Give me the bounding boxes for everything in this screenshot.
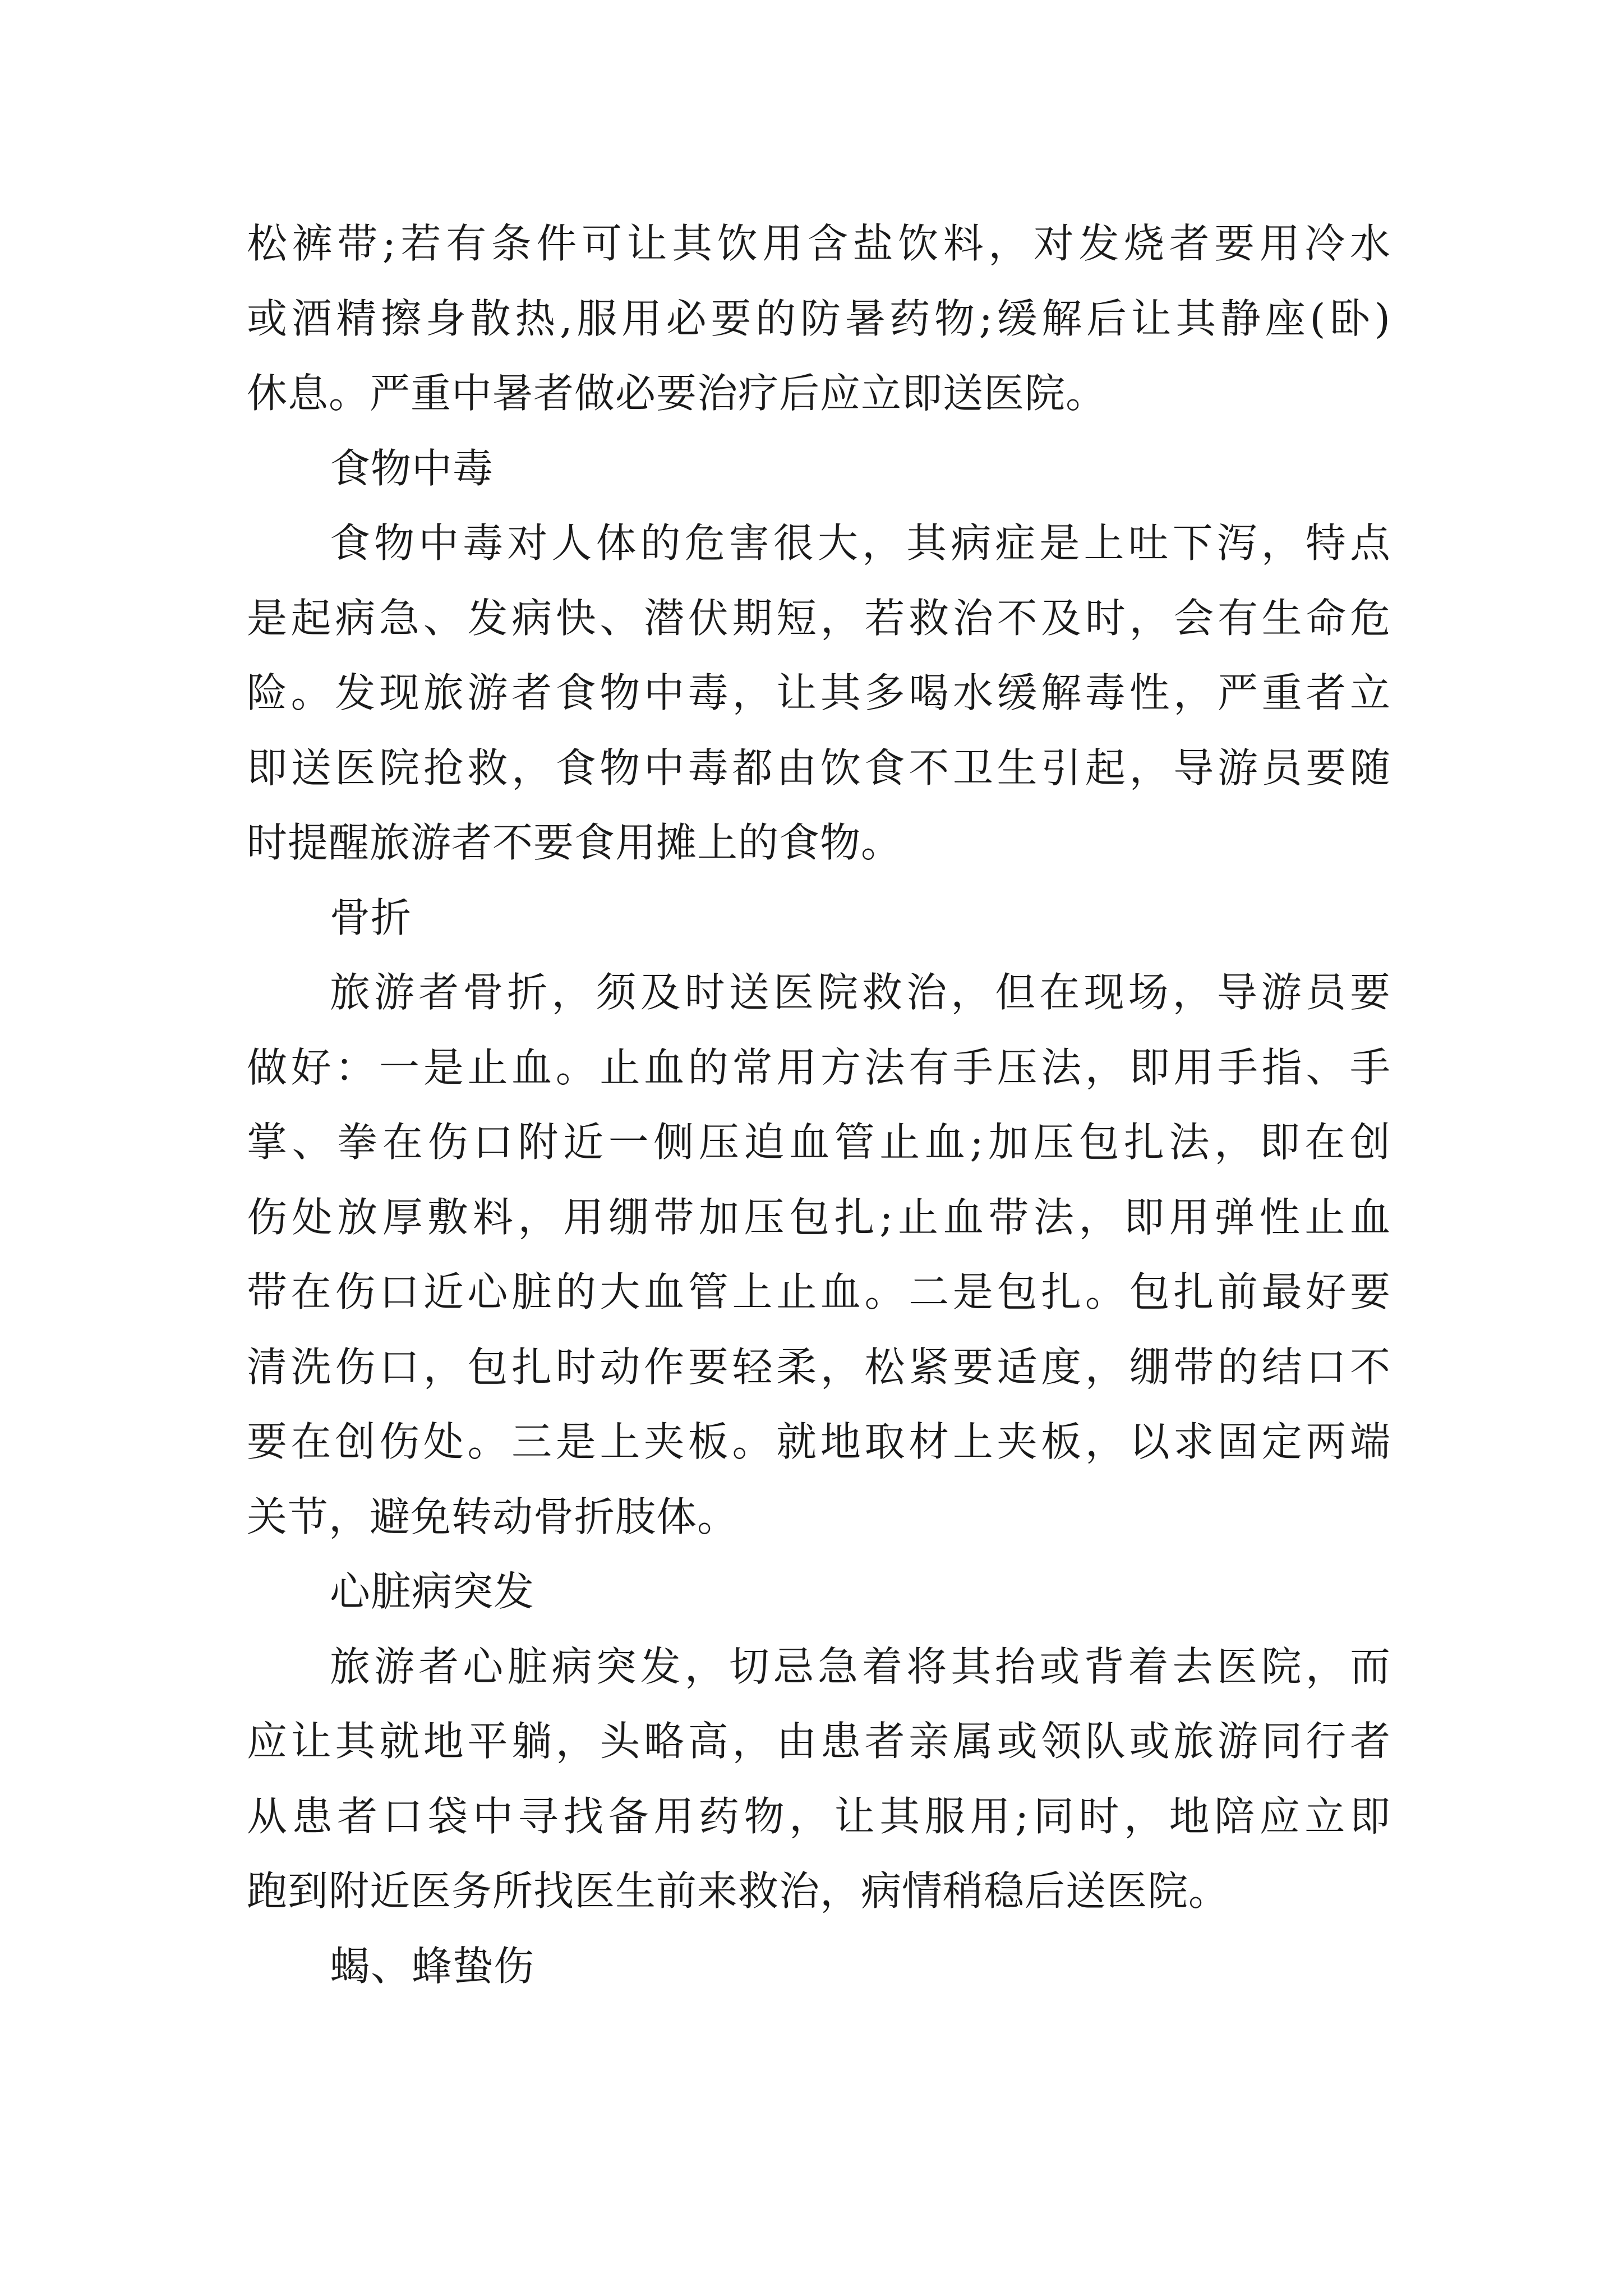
text-line: 松裤带;若有条件可让其饮用含盐饮料，对发烧者要用冷水 [247,220,1391,267]
section-heading-sting: 蝎、蜂蛰伤 [330,1942,535,1990]
text-line: 食物中毒对人体的危害很大，其病症是上吐下泻，特点 [330,519,1391,567]
section-heading-heart-attack: 心脏病突发 [330,1568,535,1615]
text-line: 休息。严重中暑者做必要治疗后应立即送医院。 [247,370,1107,417]
text-line: 关节，避免转动骨折肢体。 [247,1493,739,1540]
text-line: 旅游者心脏病突发，切忌急着将其抬或背着去医院，而 [330,1642,1391,1690]
text-line: 清洗伤口，包扎时动作要轻柔，松紧要适度，绷带的结口不 [247,1343,1391,1391]
text-line: 从患者口袋中寻找备用药物，让其服用;同时，地陪应立即 [247,1792,1391,1840]
paragraph-heart-attack [247,1630,1391,1929]
section-heading-fracture: 骨折 [330,894,412,941]
text-line: 做好：一是止血。止血的常用方法有手压法，即用手指、手 [247,1043,1391,1091]
text-line: 要在创伤处。三是上夹板。就地取材上夹板，以求固定两端 [247,1418,1391,1465]
text-line: 跑到附近医务所找医生前来救治，病情稍稳后送医院。 [247,1867,1230,1915]
paragraph-food-poisoning [247,506,1391,881]
text-line: 或酒精擦身散热,服用必要的防暑药物;缓解后让其静座(卧) [247,295,1391,342]
text-line: 险。发现旅游者食物中毒，让其多喝水缓解毒性，严重者立 [247,669,1391,716]
paragraph-fracture [247,955,1391,1554]
text-line: 旅游者骨折，须及时送医院救治，但在现场，导游员要 [330,969,1391,1016]
text-line: 掌、拳在伤口附近一侧压迫血管止血;加压包扎法，即在创 [247,1119,1391,1166]
text-line: 带在伤口近心脏的大血管上止血。二是包扎。包扎前最好要 [247,1268,1391,1315]
text-line: 即送医院抢救，食物中毒都由饮食不卫生引起，导游员要随 [247,744,1391,792]
text-line: 是起病急、发病快、潜伏期短，若救治不及时，会有生命危 [247,594,1391,642]
text-line: 应让其就地平躺，头略高，由患者亲属或领队或旅游同行者 [247,1718,1391,1765]
section-heading-food-poisoning: 食物中毒 [330,444,494,492]
text-line: 时提醒旅游者不要食用摊上的食物。 [247,819,902,866]
text-line: 伤处放厚敷料，用绷带加压包扎;止血带法，即用弹性止血 [247,1193,1391,1241]
document-body [247,206,1391,2004]
paragraph-heatstroke-continued [247,206,1391,431]
